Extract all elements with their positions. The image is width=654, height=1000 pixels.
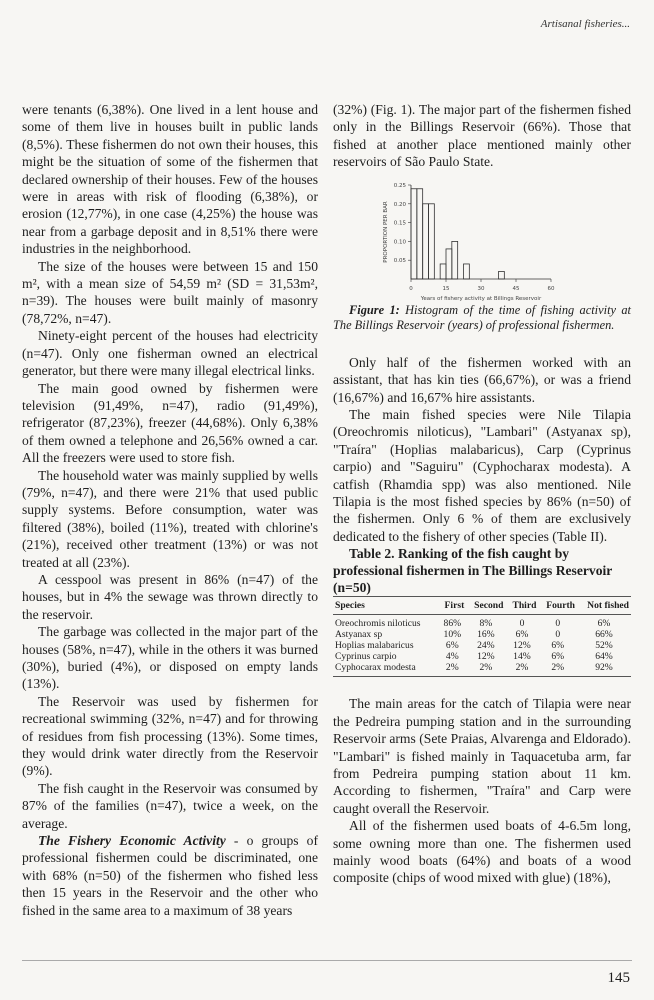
table-title: Table 2. Ranking of the fish caught by professional fishermen in The Billings Reservoir (n=50) — [333, 546, 613, 596]
table-cell: 52% — [595, 640, 613, 652]
paragraph: The main areas for the catch of Tilapia were near the Pedreira pumping station and in the surrounding Reservoir arms (Sete Praias, Alvarenga and Eldorado). "Lambari" is fished mainly in Taquacetuba arm, far from Pedreira pumping station about 11 km. According to fishermen, "Traíra" and Carp were caught overall the Reservoir. — [333, 696, 631, 816]
histogram-bar — [446, 249, 452, 279]
table-cell: 2% — [466, 662, 505, 677]
section-text: - o groups of professional fishermen could be discriminated, one with 68% (n=50) of the fishermen who fished less then 15 years in the Reservoir and the other who fished in the same area to a maximum of 38 years — [22, 833, 318, 918]
section-lead: The Fishery Economic Activity — [38, 833, 226, 849]
paragraph: Ninety-eight percent of the houses had electricity (n=47). Only one fisherman owned an electrical generator, but there were many illegal electrical links. — [22, 328, 318, 379]
paragraph: All of the fishermen used boats of 4-6.5m long, some owning more than one. The fishermen used mainly wood boats (64%) and boats of a wood composite (chips of wood mixed with glue) (18%), — [333, 818, 631, 886]
table-cell: 12% — [513, 640, 531, 652]
paragraph: Only half of the fishermen worked with an assistant, that has kin ties (66,67%), or was a friend (16,67%) and 16,67% hire assistants. — [333, 354, 631, 405]
species-cell: Oreochromis niloticus — [335, 618, 421, 630]
paragraph: (32%) (Fig. 1). The major part of the fishermen fished only in the Billings Reservoir (66%). Those that fished at another place mentioned mainly other reservoirs of São Paulo State. — [333, 102, 631, 170]
x-tick-label: 0 — [409, 285, 413, 292]
table-cell: 6% — [515, 629, 529, 641]
table-cell: 14% — [513, 651, 531, 663]
table-cell: 0 — [555, 618, 561, 630]
table-cell: 16% — [477, 629, 495, 641]
table-header-row — [333, 597, 631, 615]
histogram-bar — [452, 241, 458, 279]
histogram-bar — [423, 203, 429, 278]
histogram-bar — [417, 188, 423, 278]
histogram-chart — [333, 177, 631, 303]
table-cell: 2% — [438, 662, 466, 677]
table-cell: 8% — [479, 618, 493, 630]
table-row — [333, 651, 631, 662]
paragraph: The main fished species were Nile Tilapia (Oreochromis niloticus), "Lambari" (Astyanax sp), "Traíra" (Hoplias malabaricus), Carp (Cyprinus carpio) and "Saguiru" (Cyphocharax modesta). A catfish (Rhamdia spp) was also mentioned. Nile Tilapia is the most fished species by 86% (n=50) of the fishermen. Only 6 % of them are exclusively dedicated to the fishery of other species (Table II). — [333, 407, 631, 544]
x-axis-label: Years of fishery activity at Billings Reservoir — [420, 295, 542, 302]
species-cell: Cyphocarax modesta — [333, 662, 438, 677]
ranking-table — [333, 596, 631, 677]
y-tick-label: 0.05 — [393, 257, 406, 264]
right-column — [333, 101, 631, 887]
table-cell: 24% — [477, 640, 495, 652]
table-cell: 12% — [477, 651, 495, 663]
table-row — [333, 629, 631, 640]
histogram-bar — [411, 188, 417, 278]
page-number: 145 — [607, 970, 630, 986]
paragraph: The Reservoir was used by fishermen for recreational swimming (32%, n=47) and for throwing of residues from fish processing (13%). Some times, they would drink water directly from the Reservoir (9%). — [22, 693, 318, 779]
column-header: Fourth — [538, 597, 577, 615]
table-cell: 66% — [595, 629, 613, 641]
y-axis-label: PROPORTION PER BAR — [383, 200, 389, 263]
column-header: Second — [466, 597, 505, 615]
table-cell: 2% — [505, 662, 538, 677]
y-tick-label: 0.10 — [393, 239, 406, 246]
table-cell: 6% — [597, 618, 611, 630]
figure-caption — [333, 303, 631, 334]
figure-1 — [333, 177, 631, 334]
paragraph: The garbage was collected in the major part of the houses (58%, n=47), while in the others it was burned (30%), buried (4%), or disposed on empty lands (13%). — [22, 624, 318, 692]
table-cell: 6% — [551, 640, 565, 652]
y-tick-label: 0.20 — [393, 201, 406, 208]
table-row — [333, 662, 631, 677]
table-cell: 4% — [445, 651, 459, 663]
paragraph: The size of the houses were between 15 and 150 m², with a mean size of 54,59 m² (SD = 31,53m², n=39). The houses were built mainly of masonry (78,72%, n=47). — [22, 258, 318, 326]
x-tick-label: 30 — [477, 285, 485, 292]
running-head: Artisanal fisheries... — [540, 18, 630, 30]
x-tick-label: 15 — [442, 285, 450, 292]
y-tick-label: 0.15 — [393, 220, 406, 227]
paragraph: were tenants (6,38%). One lived in a lent house and some of them live in houses built in public lands (8,5%). These fishermen do not own their houses, this might be the situation of some of the fishermen that declared ownership of their houses. Few of the houses were in areas with risk of flooding (6,38%), or erosion (12,77%), in one case (4,25%) the house was near from a garbage deposit and in 8,51% there were industries in the neighborhood. — [22, 102, 318, 257]
table-cell: 0 — [555, 629, 561, 641]
paragraph: The fish caught in the Reservoir was consumed by 87% of the families (n=47), twice a week, on the average. — [22, 780, 318, 831]
table-cell: 6% — [445, 640, 459, 652]
table-cell: 0 — [519, 618, 525, 630]
histogram-bar — [499, 271, 505, 279]
left-column — [22, 101, 318, 919]
column-header: Not fished — [577, 597, 631, 615]
histogram-bar — [440, 264, 446, 279]
table-cell: 10% — [443, 629, 462, 641]
species-cell: Cyprinus carpio — [335, 651, 397, 663]
histogram-bar — [464, 264, 470, 279]
table-row — [333, 640, 631, 651]
table-cell: 2% — [538, 662, 577, 677]
table-cell: 6% — [551, 651, 565, 663]
histogram-bar — [429, 203, 435, 278]
y-tick-label: 0.25 — [393, 182, 406, 189]
paragraph: A cesspool was present in 86% (n=47) of the houses, but in 4% the sewage was thrown directly to the reservoir. — [22, 571, 318, 622]
column-header: First — [438, 597, 466, 615]
column-header: Third — [505, 597, 538, 615]
x-tick-label: 60 — [547, 285, 555, 292]
table-cell: 92% — [577, 662, 631, 677]
spacer — [333, 334, 631, 354]
paragraph: The main good owned by fishermen were television (91,49%, n=47), radio (91,49%), refrigerator (87,23%), freezer (44,68%). Only 6,38% of them owned a telephone and 26,56% owned a car. All the freezers were used to store fish. — [22, 380, 318, 466]
column-header: Species — [333, 597, 438, 615]
species-cell: Astyanax sp — [335, 629, 383, 641]
table-cell: 64% — [595, 651, 613, 663]
x-tick-label: 45 — [512, 285, 520, 292]
paragraph-economic-activity — [22, 832, 318, 919]
species-cell: Hoplias malabaricus — [335, 640, 414, 652]
figure-caption-text: Histogram of the time of fishing activity at The Billings Reservoir (years) of professional fishermen. — [333, 302, 631, 333]
table-cell: 86% — [443, 618, 462, 630]
paragraph: The household water was mainly supplied by wells (79%, n=47), and there were 21% that used public supply systems. Before consumption, water was filtered (38%), boiled (11%), treated with chlorine's (21%), received other treatment (13%) or was not treated at all (23%). — [22, 467, 318, 570]
figure-label: Figure 1: — [349, 302, 400, 317]
table-row — [333, 615, 631, 630]
footer-rule — [22, 960, 632, 961]
